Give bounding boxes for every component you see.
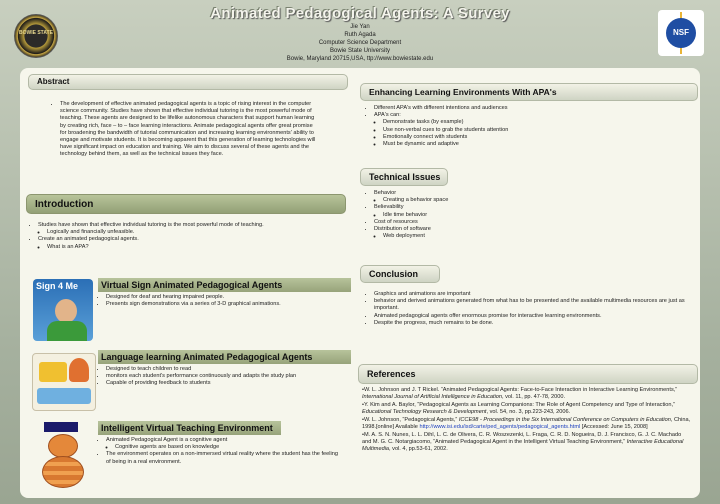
list-item: ◦ Must be dynamic and adaptive	[383, 141, 686, 148]
technical-list	[366, 190, 686, 240]
list-item: • Capable of providing feedback to students	[106, 380, 338, 387]
list-item: ◦ Demonstrate tasks (by example)	[383, 119, 686, 126]
language-list	[98, 366, 338, 388]
virtual-sign-heading: Virtual Sign Animated Pedagogical Agents	[98, 278, 351, 292]
poster-title: Animated Pedagogical Agents: A Survey	[210, 5, 510, 22]
author-block	[0, 23, 720, 63]
list-item: • Designed for deaf and hearing impaired people.	[106, 294, 338, 301]
reference-item: •M. A. S. N. Nunes, L. L. Dihl, L. C. de Olivera, C. R. Woszezenki, L. Fraga, C. R. D. Nogueira, D. J. Francisco, G. J. C. Machado and M. G. C. Notargiacomo, “Animated Pedagogical Agent in the Intelligent Virtual Teaching Environment,” Interactive Educational Multimedia, vol. 4, pp.53-61, 2002.	[362, 432, 684, 452]
nsf-logo-icon: NSF	[658, 10, 704, 56]
introduction-heading: Introduction	[26, 194, 346, 214]
enhancing-heading: Enhancing Learning Environments With APA's	[360, 83, 698, 101]
sign4me-agent-image: Sign 4 Me	[33, 279, 93, 341]
conclusion-heading: Conclusion	[360, 265, 440, 283]
references-list	[362, 387, 692, 454]
abstract-text: • The development of effective animated pedagogical agents is a topic of rising interest in the computer science community. Studies have shown that effective individual tutoring is the most powerful mode of teaching. These agents are designed to be lifelike autonomous characters that support human learning by creating rich, face – to – face learning interactions. Animate pedagogical agents offer great promise for broadening the bandwidth of tutorial communication and increasing learning environments' ability to engage and motivate students. It is becoming apparent that this generation of learning technologies will have significant impact on education and training. We aim to discuss several of these agents and the technology behind them, as well as the technical issues they face.	[52, 101, 320, 159]
list-item: • Despite the progress, much remains to be done.	[374, 320, 686, 327]
list-item: • monitors each student's performance continuously and adapts the study plan	[106, 373, 338, 380]
list-item: ◦ Cognitive agents are based on knowledge	[115, 444, 338, 451]
technical-heading: Technical Issues	[360, 168, 448, 186]
list-item: • APA's can:	[374, 112, 686, 119]
virtual-sign-list	[98, 294, 338, 308]
references-heading: References	[358, 364, 698, 384]
list-item: • Presents sign demonstrations via a series of 3-D graphical animations.	[106, 301, 338, 308]
conclusion-list	[366, 291, 686, 327]
list-item: • Animated pedagogical agents offer enormous promise for interactive learning environments.	[374, 313, 686, 320]
list-item: • Cost of resources	[374, 219, 686, 226]
list-item: • Believability	[374, 204, 686, 211]
address: Bowie, Maryland 20715,USA, ttp://www.bowiestate.edu	[286, 56, 434, 62]
list-item: • Animated Pedagogical Agent is a cognitive agent	[106, 437, 338, 444]
list-item: ◦ Emotionally connect with students	[383, 134, 686, 141]
list-item: • Distribution of software	[374, 226, 686, 233]
department: Computer Science Department	[318, 40, 402, 46]
abstract-heading: Abstract	[28, 74, 348, 90]
bowie-state-seal-icon: BOWIE STATE	[14, 14, 58, 58]
reference-item: •Y. Kim and A. Baylor, “Pedagogical Agents as Learning Companions: The Role of Agent Competency and Type of Interaction,” Educational Technology Research & Development, vol. 54, no. 3, pp.223-243, 2006.	[362, 402, 675, 415]
university: Bowie State University	[329, 48, 391, 54]
list-item: • Graphics and animations are important	[374, 291, 686, 298]
list-item: ◦ Logically and financially unfeasible.	[47, 229, 340, 236]
list-item: • Designed to teach children to read	[106, 366, 338, 373]
list-item: • Studies have shown that effective individual tutoring is the most powerful mode of teaching.	[38, 222, 340, 229]
language-heading: Language learning Animated Pedagogical Agents	[98, 350, 351, 364]
enhancing-list	[366, 105, 686, 148]
list-item: • behavior and derived animations generated from what has to be presented and the available multimedia resources are just as important.	[374, 298, 686, 312]
list-item: ◦ What is an APA?	[47, 244, 340, 251]
author-name: Jie Yan	[350, 24, 370, 30]
coauthor-name: Ruth Agada	[344, 32, 376, 38]
introduction-list	[30, 222, 340, 251]
worm-agent-image	[34, 422, 96, 490]
list-item: • Create an animated pedagogical agents.	[38, 236, 340, 243]
list-item: ◦ Creating a behavior space	[383, 197, 686, 204]
list-item: • Behavior	[374, 190, 686, 197]
list-item: • Different APA's with different intentions and audiences	[374, 105, 686, 112]
list-item: ◦ Idle time behavior	[383, 212, 686, 219]
list-item: ◦ Use non-verbal cues to grab the students attention	[383, 127, 686, 134]
list-item: ◦ Web deployment	[383, 233, 686, 240]
intelligent-list	[98, 437, 338, 466]
reference-item: •W. L. Johnson, “Pedagogical Agents,” ICCE98 - Proceedings in the Six International Conference on Computers in Education, China, 1998.[online] Available http://www.isi.edu/isd/carte/ped_agents/pedagogical_agents.html [Accessed: June 15, 2008]	[362, 417, 691, 430]
language-agent-image	[32, 353, 96, 411]
list-item: • The environment operates on a non-immersed virtual reality where the student has the feeling of being in a real environment.	[106, 451, 338, 465]
reference-item: •W. L. Johnson and J. T Rickel. “Animated Pedagogical Agents: Face-to-Face Interaction in Interactive Learning Environments,” International Journal of Artificial Intelligence in Education, vol. 11, pp. 47-78, 2000.	[362, 387, 678, 400]
reference-link[interactable]: http://www.isi.edu/isd/carte/ped_agents/pedagogical_agents.html	[419, 424, 581, 430]
intelligent-heading: Intelligent Virtual Teaching Environment	[98, 421, 281, 435]
